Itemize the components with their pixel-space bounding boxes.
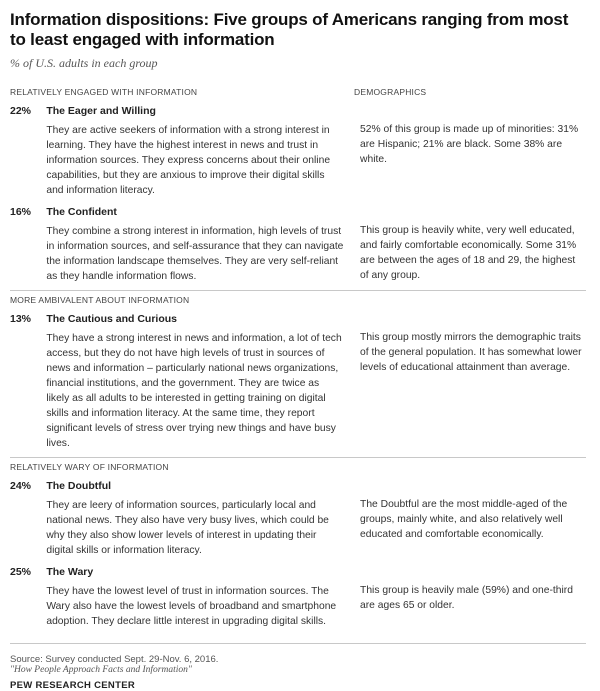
- group-name: The Eager and Willing: [46, 105, 156, 117]
- group-name: The Confident: [46, 206, 117, 218]
- group-row: [10, 313, 586, 451]
- demographics-header: DEMOGRAPHICS: [354, 87, 427, 97]
- source-note: Source: Survey conducted Sept. 29-Nov. 6, 2016.: [10, 654, 219, 665]
- group-name: The Doubtful: [46, 480, 112, 492]
- section-label: RELATIVELY WARY OF INFORMATION: [10, 462, 169, 472]
- group-demographics: This group is heavily white, very well educated, and fairly comfortable economically. Some 31% are between the ages of 18 and 29, the highest of any group.: [360, 225, 577, 281]
- section-header: [10, 295, 586, 305]
- group-demographics: The Doubtful are the most middle-aged of the groups, mainly white, and also relatively well educated and comfortable economically.: [360, 499, 568, 540]
- group-demographics: This group mostly mirrors the demographic traits of the general population. It has somewhat lower levels of educational attainment than average.: [360, 332, 582, 373]
- section-divider: [10, 290, 586, 291]
- group-percent: 16%: [10, 206, 32, 218]
- page-subtitle: % of U.S. adults in each group: [10, 56, 158, 70]
- group-row: [10, 105, 586, 198]
- section-divider: [10, 457, 586, 458]
- organization-name: PEW RESEARCH CENTER: [10, 680, 135, 691]
- section-label: MORE AMBIVALENT ABOUT INFORMATION: [10, 295, 190, 305]
- group-percent: 13%: [10, 313, 32, 325]
- group-name: The Wary: [46, 566, 94, 578]
- section-header: [10, 462, 586, 472]
- section-label: RELATIVELY ENGAGED WITH INFORMATION: [10, 87, 198, 97]
- group-description: They have the lowest level of trust in information sources. The Wary also have the lowest levels of broadband and smartphone adoption. They declare little interest in upgrading digital skills.: [46, 586, 337, 627]
- footer: [10, 643, 586, 691]
- group-description: They have a strong interest in news and information, a lot of tech access, but they do not have high levels of trust in sources of news and information – particularly national news organizations, financial institutions, and the government. They are twice as likely as all adults to be interested in getting training on digital skills and information literacy. At the same time, they report significant levels of stress over trying new things and have busy lives.: [46, 333, 342, 449]
- group-description: They are active seekers of information with a strong interest in learning. They have the highest interest in news and trust in information sources. They express concerns about their online capabilities, but they are anxious to improve their digital skills and information literacy.: [46, 125, 331, 196]
- group-name: The Cautious and Curious: [46, 313, 178, 325]
- section-header: [10, 87, 586, 97]
- report-title-note: "How People Approach Facts and Information": [10, 665, 192, 675]
- group-row: [10, 480, 586, 558]
- group-demographics: 52% of this group is made up of minorities: 31% are Hispanic; 21% are black. Some 38% are white.: [360, 124, 579, 165]
- group-row: [10, 206, 586, 284]
- group-demographics: This group is heavily male (59%) and one-third are ages 65 or older.: [360, 585, 573, 611]
- page-title: Information dispositions: Five groups of Americans ranging from most to least engaged with information: [10, 10, 569, 49]
- group-row: [10, 566, 586, 629]
- group-description: They are leery of information sources, particularly local and national news. They also have very busy lives, which could be why they also show lower levels of interest in updating their digital skills or information literacy.: [46, 500, 329, 556]
- group-percent: 22%: [10, 105, 32, 117]
- group-percent: 25%: [10, 566, 32, 578]
- group-description: They combine a strong interest in information, high levels of trust in information sources, and self-assurance that they can navigate the information landscape themselves. They are very self-reliant as they handle information flows.: [46, 226, 344, 282]
- group-percent: 24%: [10, 480, 32, 492]
